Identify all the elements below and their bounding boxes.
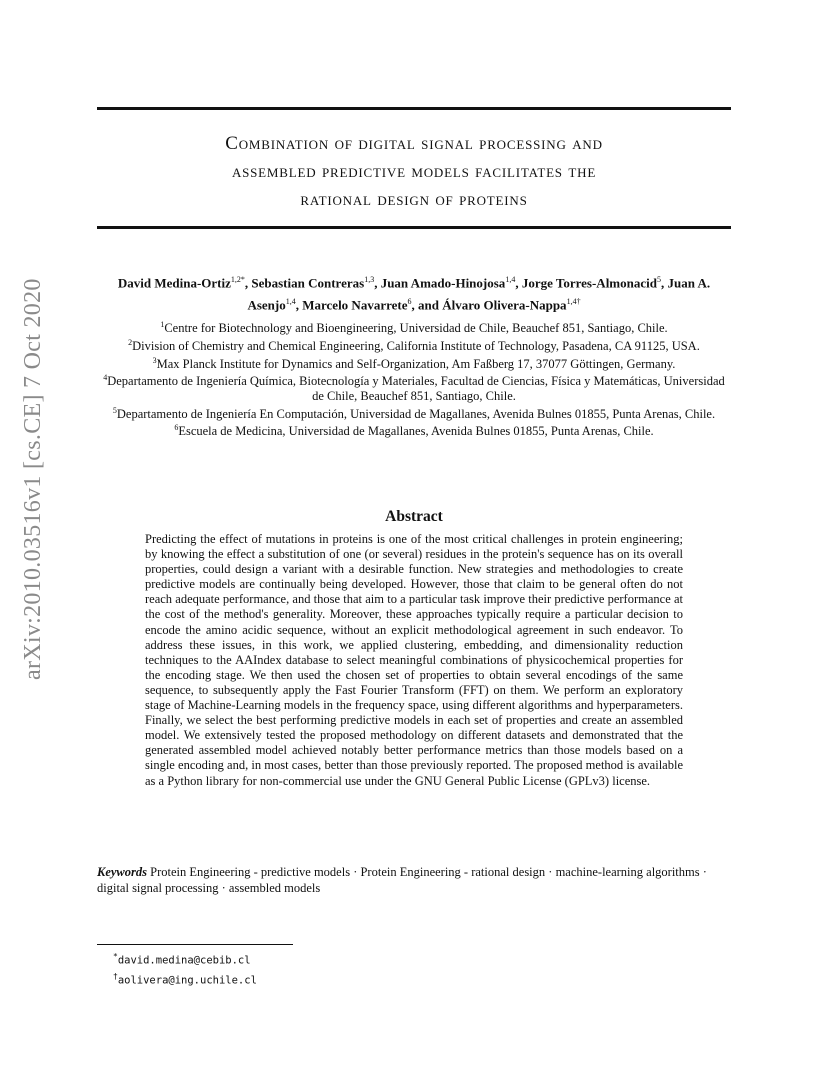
author-name: David Medina-Ortiz (117, 275, 231, 291)
author-list (97, 270, 731, 315)
affiliation-number: 3 (152, 355, 157, 365)
affiliation-text: Departamento de Ingeniería En Computación, Universidad de Magallanes, Avenida Bulnes 01855, Punta Arenas, Chile. (116, 406, 716, 421)
author-separator: , (295, 297, 303, 313)
affiliation (97, 421, 731, 439)
affiliation (97, 354, 731, 372)
keywords-label: Keywords (97, 865, 147, 879)
affiliation-text: Centre for Biotechnology and Bioengineering, Universidad de Chile, Beauchef 851, Santiago, Chile. (164, 321, 668, 336)
author-name: Juan Amado-Hinojosa (380, 275, 506, 291)
author-affiliation-marks: 5 (656, 275, 661, 284)
author-separator: , (244, 275, 252, 291)
author-name: Marcelo Navarrete (302, 297, 408, 313)
affiliation-list (97, 318, 731, 439)
author-affiliation-marks: 1,2* (230, 275, 245, 284)
abstract-text: Predicting the effect of mutations in proteins is one of the most critical challenges in protein engineering; by knowing the effect a substitution of one (or several) residues in the protein's sequence has on its overall properties, could design a variant with a desirable function. New strategies and methodologies to create predictive models are continually being developed. However, those that claim to be general often do not reach adequate performance, and those that aim to a particular task improve their predictive performance at the cost of the method's generality. Moreover, these approaches typically require a particular decision to encode the amino acidic sequence, without an explicit methodological agreement in such endeavor. To address these issues, in this work, we applied clustering, embedding, and dimensionality reduction techniques to the AAIndex database to select meaningful combinations of physicochemical properties for the encoding stage. We then used the chosen set of properties to obtain several encodings of the same sequence, to subsequently apply the Fast Fourier Transform (FFT) on them. We perform an exploratory stage of Machine-Learning models in the frequency space, using different algorithms and hyperparameters. Finally, we select the best performing predictive models in each set of properties and create an assembled model. We extensively tested the proposed methodology on different datasets and demonstrated that the generated assembled model achieved notably better performance metrics than those models based on a single encoding and, in most cases, better than those previously reported. The proposed method is available as a Python library for non-commercial use under the GNU General Public License (GPLv3) license. (145, 532, 683, 788)
author-separator: , (515, 275, 522, 291)
author-affiliation-marks: 1,4 (285, 297, 296, 307)
affiliation-number: 2 (128, 337, 133, 347)
author-name: Sebastian Contreras (251, 275, 365, 291)
title-top-rule (97, 107, 731, 110)
affiliation-number: 4 (103, 373, 108, 383)
footnote-email[interactable]: aolivera@ing.uchile.cl (117, 974, 257, 986)
affiliation-text: Division of Chemistry and Chemical Engineering, California Institute of Technology, Pasadena, CA 91125, USA. (132, 338, 700, 353)
arxiv-identifier: arXiv:2010.03516v1 [cs.CE] 7 Oct 2020 (20, 278, 46, 680)
affiliation-text: Max Planck Institute for Dynamics and Self-Organization, Am Faßberg 17, 37077 Göttingen, Germany. (156, 356, 676, 371)
footnote (113, 949, 257, 969)
author-separator: , (660, 275, 668, 291)
affiliation (97, 336, 731, 354)
affiliation-text: Escuela de Medicina, Universidad de Magallanes, Avenida Bulnes 01855, Punta Arenas, Chile. (178, 424, 654, 439)
footnote (113, 969, 257, 989)
affiliation (97, 404, 731, 422)
paper-title (97, 130, 731, 214)
author-name: Juan A. Asenjo (247, 275, 711, 313)
footnote-rule (97, 944, 293, 945)
keywords-text: Protein Engineering - predictive models · Protein Engineering - rational design · machine-learning algorithms · digital signal processing · assembled models (97, 865, 707, 895)
author-affiliation-marks: 1,4 (505, 275, 516, 284)
footnotes (113, 949, 257, 988)
author-affiliation-marks: 1,3 (364, 275, 375, 284)
affiliation-number: 6 (174, 423, 179, 433)
author-separator: , (374, 275, 381, 291)
author-affiliation-marks: 6 (407, 297, 412, 307)
title-bottom-rule (97, 226, 731, 229)
abstract-heading: Abstract (385, 508, 443, 525)
footnote-email[interactable]: david.medina@cebib.cl (117, 954, 251, 967)
affiliation-number: 5 (112, 405, 117, 415)
author-name: Jorge Torres-Almonacid (521, 275, 657, 291)
author-affiliation-marks: 1,4† (566, 297, 581, 307)
keywords-section (97, 865, 731, 896)
affiliation (97, 371, 731, 403)
affiliation-number: 1 (160, 320, 165, 329)
title-line: Combination of digital signal processing and (225, 133, 603, 154)
title-line: assembled predictive models facilitates the (231, 161, 597, 182)
author-separator: , and (411, 297, 443, 313)
footnote-mark: † (113, 971, 118, 981)
author-name: Álvaro Olivera-Nappa (442, 297, 567, 313)
footnote-mark: * (113, 952, 118, 961)
affiliation (97, 318, 731, 336)
title-line: rational design of proteins (300, 189, 528, 210)
affiliation-text: Departamento de Ingeniería Química, Biotecnología y Materiales, Facultad de Ciencias, Física y Matemáticas, Universidad de Chile, Beauchef 851, Santiago, Chile. (107, 374, 725, 403)
